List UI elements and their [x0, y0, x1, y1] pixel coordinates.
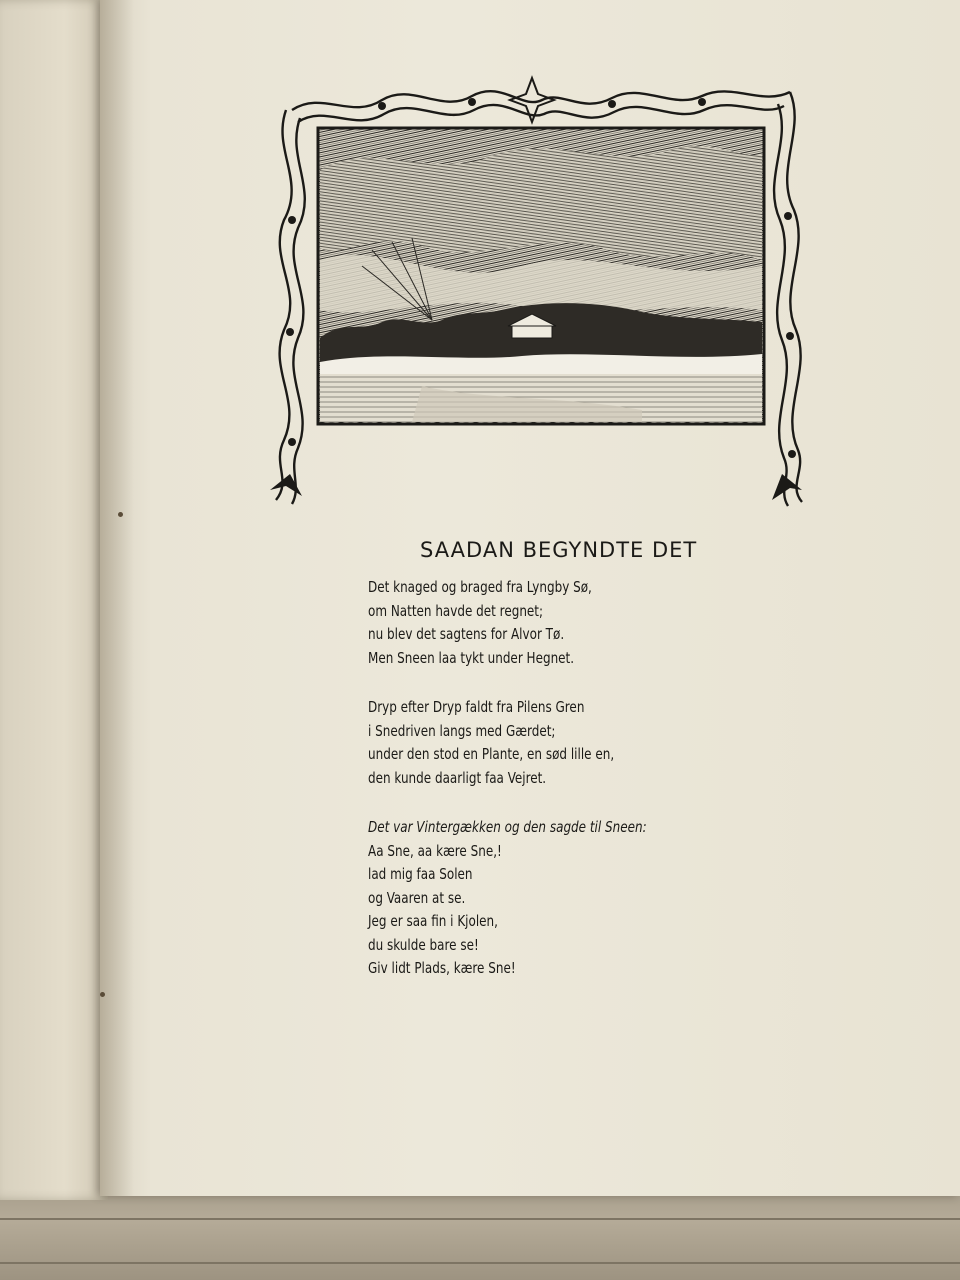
- binding-hole: [100, 992, 105, 997]
- picture-panel: [318, 128, 764, 424]
- stanza-2: [368, 696, 768, 790]
- poem-line: den kunde daarligt faa Vejret.: [368, 768, 547, 787]
- poem-line: om Natten havde det regnet;: [368, 601, 544, 620]
- landscape-illustration: [262, 70, 822, 510]
- poem-line: i Snedriven langs med Gærdet;: [368, 721, 556, 740]
- poem-line: lad mig faa Solen: [368, 865, 473, 883]
- poem-line: Giv lidt Plads, kære Sne!: [368, 959, 516, 977]
- stanza-3: [368, 816, 768, 981]
- poem-line: Men Sneen laa tykt under Hegnet.: [368, 648, 575, 667]
- poem-line: og Vaaren at se.: [368, 888, 466, 907]
- poem-line: nu blev det sagtens for Alvor Tø.: [368, 625, 565, 643]
- page-gutter: [100, 0, 134, 1196]
- poem-line: du skulde bare se!: [368, 935, 479, 954]
- binding-hole: [118, 512, 123, 517]
- left-page: [0, 0, 108, 1200]
- stanza-1: [368, 576, 768, 670]
- poem-line-intro: Det var Vintergækken og den sagde til Sneen:: [368, 818, 647, 836]
- poem-line: Aa Sne, aa kære Sne,!: [368, 841, 502, 860]
- plank-seam: [0, 1262, 960, 1264]
- plank-seam: [0, 1218, 960, 1220]
- poem-line: Det knaged og braged fra Lyngby Sø,: [368, 578, 592, 596]
- poem-line: Jeg er saa fin i Kjolen,: [368, 912, 498, 930]
- poem: [368, 538, 768, 1007]
- poem-line: under den stod en Plante, en sød lille en,: [368, 745, 615, 763]
- poem-title: SAADAN BEGYNDTE DET: [420, 538, 698, 562]
- poem-line: Dryp efter Dryp faldt fra Pilens Gren: [368, 698, 585, 716]
